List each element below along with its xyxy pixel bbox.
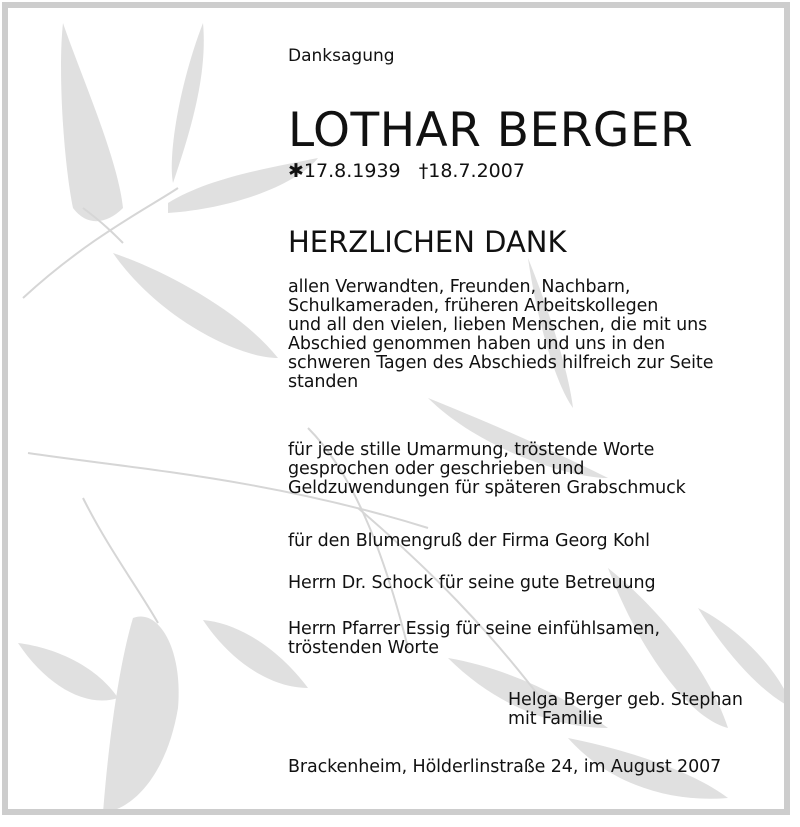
birth-star-icon: ✱ bbox=[288, 160, 304, 182]
paragraph-line: gesprochen oder geschrieben und bbox=[288, 459, 585, 479]
paragraph-line: und all den vielen, lieben Menschen, die mit uns bbox=[288, 315, 708, 335]
signature-line: Helga Berger geb. Stephan bbox=[508, 690, 743, 710]
paragraph-line: für jede stille Umarmung, tröstende Worte bbox=[288, 440, 655, 460]
paragraph-line: Schulkameraden, früheren Arbeitskollegen bbox=[288, 296, 659, 316]
paragraph-line: Herrn Pfarrer Essig für seine einfühlsamen, bbox=[288, 619, 660, 639]
notice-kicker: Danksagung bbox=[288, 46, 395, 66]
life-dates bbox=[288, 160, 525, 182]
paragraph-line: für den Blumengruß der Firma Georg Kohl bbox=[288, 531, 650, 551]
paragraph-line: Herrn Dr. Schock für seine gute Betreuung bbox=[288, 573, 656, 593]
paragraph-line: allen Verwandten, Freunden, Nachbarn, bbox=[288, 277, 631, 297]
thanks-heading: HERZLICHEN DANK bbox=[288, 225, 567, 259]
death-date: 18.7.2007 bbox=[428, 160, 525, 182]
paragraph-line: standen bbox=[288, 372, 359, 392]
paragraph-line: tröstenden Worte bbox=[288, 638, 439, 658]
death-cross-icon: † bbox=[418, 160, 429, 182]
birth-date: 17.8.1939 bbox=[303, 160, 401, 182]
notice-frame bbox=[2, 2, 790, 815]
place-and-date: Brackenheim, Hölderlinstraße 24, im August 2007 bbox=[288, 757, 722, 777]
deceased-name: LOTHAR BERGER bbox=[288, 103, 694, 158]
paragraph-line: Abschied genommen haben und uns in den bbox=[288, 334, 666, 354]
paragraph-line: schweren Tagen des Abschieds hilfreich zur Seite bbox=[288, 353, 714, 373]
paragraph-line: Geldzuwendungen für späteren Grabschmuck bbox=[288, 478, 686, 498]
signature-line: mit Familie bbox=[508, 709, 603, 729]
